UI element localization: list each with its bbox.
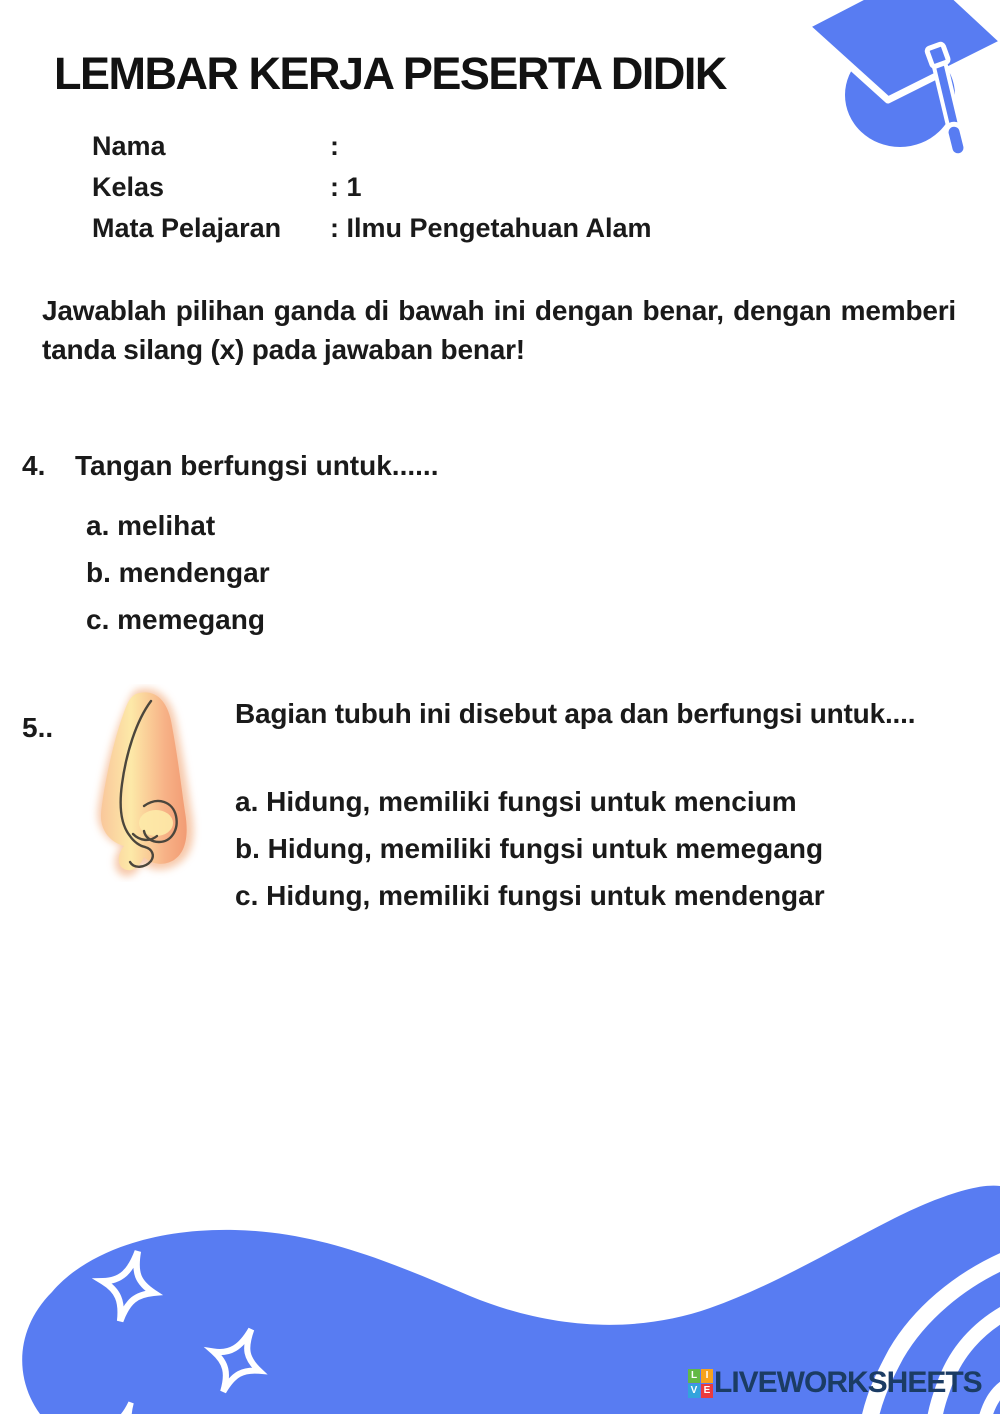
logo-square-i: I	[701, 1369, 713, 1383]
question-5-number: 5..	[22, 712, 54, 743]
field-nama-value: :	[330, 131, 339, 161]
nose-illustration	[74, 684, 204, 882]
question-5-option-b[interactable]: b. Hidung, memiliki fungsi untuk memegang	[235, 833, 824, 864]
liveworksheets-logo-squares	[688, 1369, 713, 1398]
question-5-option-a[interactable]: a. Hidung, memiliki fungsi untuk mencium	[235, 786, 797, 817]
liveworksheets-wordmark: LIVEWORKSHEETS	[714, 1366, 982, 1399]
liveworksheets-logo[interactable]	[688, 1366, 982, 1398]
field-nama-label: Nama	[92, 131, 166, 161]
graduation-cap-icon	[800, 0, 1000, 160]
logo-square-e: E	[701, 1384, 713, 1398]
field-mata-pelajaran-label: Mata Pelajaran	[92, 213, 282, 243]
question-5-option-c[interactable]: c. Hidung, memiliki fungsi untuk mendengar	[235, 880, 825, 911]
field-mata-pelajaran-value: : Ilmu Pengetahuan Alam	[330, 213, 652, 243]
question-4-option-b[interactable]: b. mendengar	[86, 557, 270, 588]
logo-square-l: L	[688, 1369, 700, 1383]
field-kelas-label: Kelas	[92, 172, 165, 202]
question-4-text: Tangan berfungsi untuk......	[75, 450, 439, 481]
question-5-options	[235, 787, 825, 911]
question-4-number: 4.	[22, 450, 46, 481]
field-nama	[92, 126, 652, 167]
logo-square-v: V	[688, 1384, 700, 1398]
question-4-option-c[interactable]: c. memegang	[86, 604, 265, 635]
question-4-options	[86, 511, 270, 635]
field-kelas	[92, 167, 652, 208]
question-5-text: Bagian tubuh ini disebut apa dan berfungsi untuk....	[235, 698, 916, 729]
page-title: LEMBAR KERJA PESERTA DIDIK	[54, 48, 726, 99]
header-fields	[92, 126, 652, 249]
field-mata-pelajaran	[92, 208, 652, 249]
field-kelas-value: : 1	[330, 172, 362, 202]
question-4-option-a[interactable]: a. melihat	[86, 510, 216, 541]
instruction-text: Jawablah pilihan ganda di bawah ini dengan benar, dengan memberi tanda silang (x) pada jawaban benar!	[42, 295, 956, 365]
